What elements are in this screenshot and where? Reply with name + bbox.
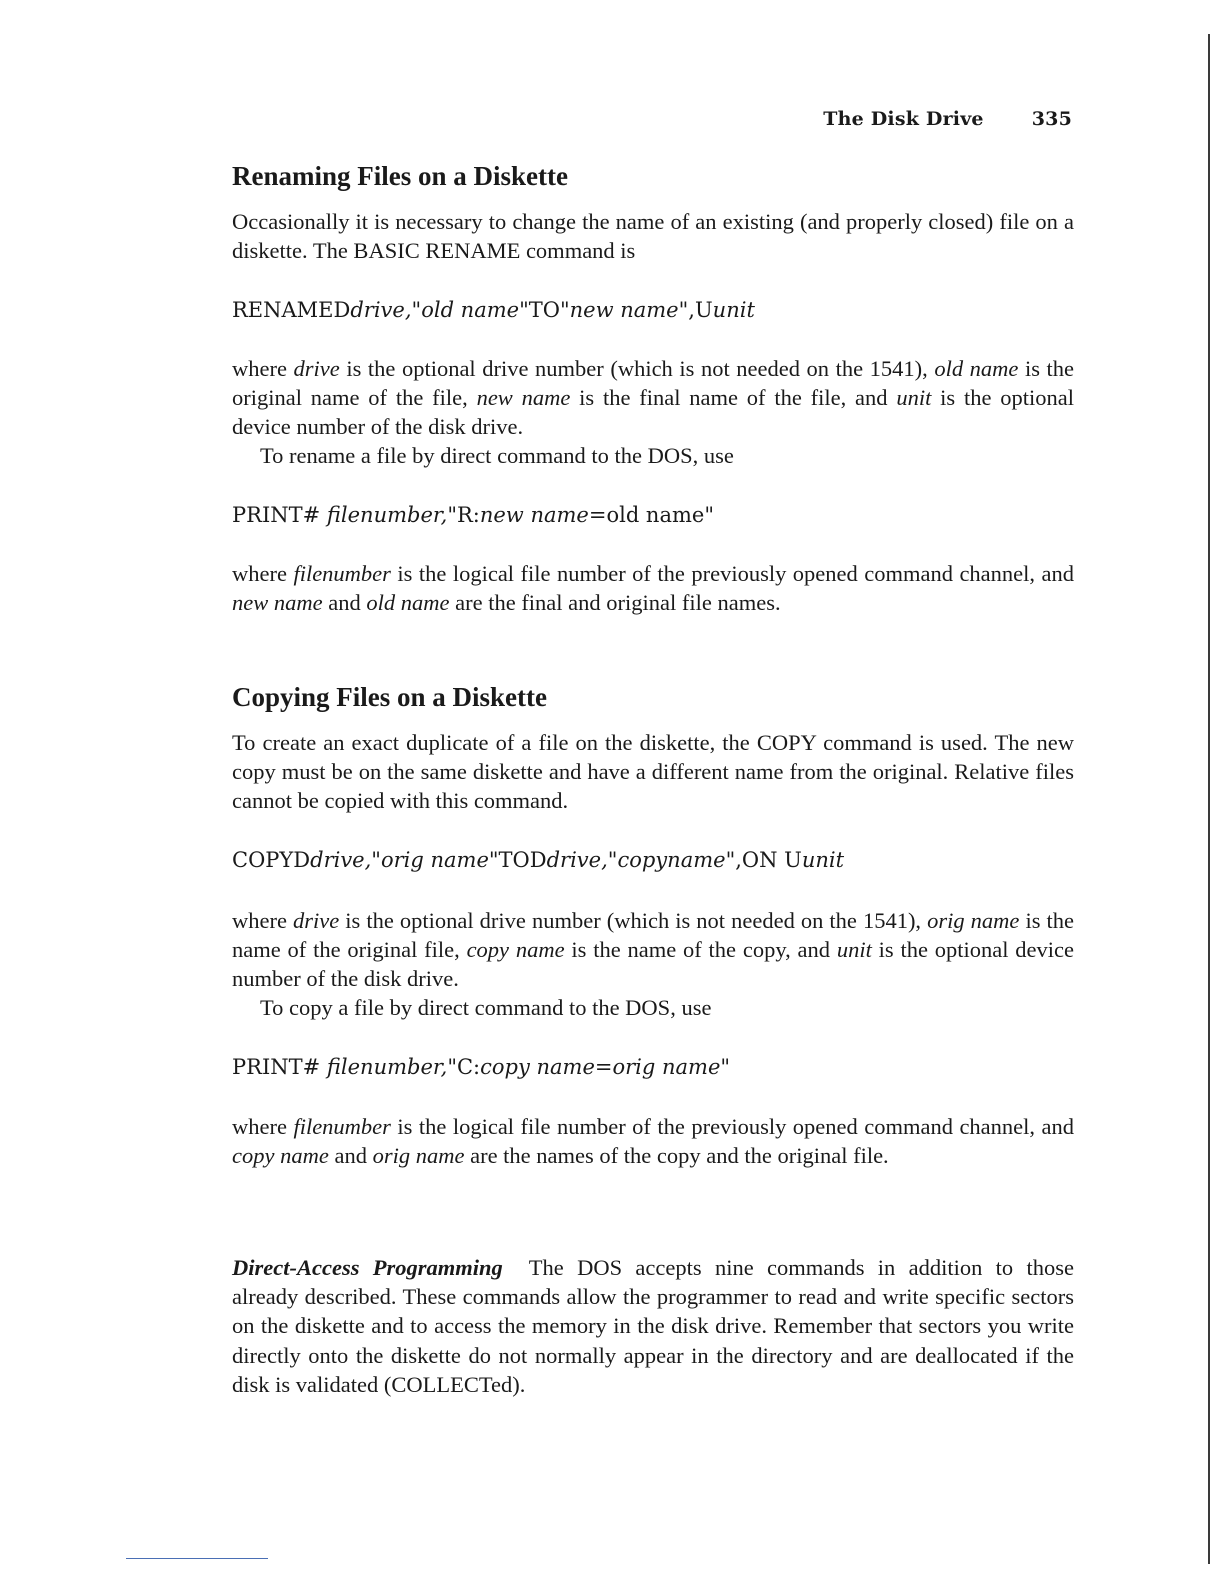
syntax-keyword: COPYD <box>232 848 311 872</box>
text-run: where <box>232 1114 294 1139</box>
text-run: where <box>232 356 294 381</box>
text-run: is the optional drive number (which is not needed on the 1541), <box>339 908 928 933</box>
syntax-keyword: RENAMED <box>232 298 351 322</box>
text-run: is the name of the copy, and <box>564 937 837 963</box>
syntax-literal: ",ON U <box>725 848 802 872</box>
syntax-keyword: PRINT# <box>232 503 321 527</box>
syntax-literal: ",U <box>678 298 713 322</box>
term: unit <box>896 385 932 411</box>
text-run: is the optional device number of the disk drive. <box>232 937 1074 992</box>
text-run: is the original name of the file, <box>232 356 1075 411</box>
rename-explanation-paragraph <box>232 354 1074 442</box>
copy-explanation-paragraph <box>232 906 1074 994</box>
direct-access-paragraph <box>232 1253 1074 1399</box>
term: orig name <box>927 908 1020 933</box>
syntax-literal: " <box>607 848 618 872</box>
rename-syntax <box>232 296 1074 324</box>
rename-print-syntax <box>232 501 1074 529</box>
term: copy name <box>232 1143 329 1169</box>
text-run: and <box>322 590 367 616</box>
rename-where-paragraph <box>232 559 1074 617</box>
text-run: where <box>232 561 294 586</box>
syntax-param: new name <box>569 298 679 322</box>
syntax-param: drive, <box>310 848 372 872</box>
syntax-keyword: PRINT# <box>232 1055 321 1079</box>
syntax-param: filenumber, <box>326 503 448 527</box>
syntax-param: old name <box>421 298 520 322</box>
section-heading-renaming: Renaming Files on a Diskette <box>232 161 568 191</box>
copy-where-paragraph <box>232 1112 1074 1170</box>
copy-syntax <box>232 846 1074 874</box>
syntax-param: orig name <box>380 848 489 872</box>
syntax-literal: =old name" <box>588 503 714 527</box>
syntax-param: copyname <box>617 848 726 872</box>
syntax-param: new name <box>479 503 589 527</box>
term: old name <box>366 590 450 616</box>
copying-intro-paragraph: To create an exact duplicate of a file on the diskette, the COPY command is used. The new copy must be on the same diskette and have a different name from the original. Relative files cannot be copied with this command. <box>232 730 1074 814</box>
term: drive <box>293 356 340 381</box>
runin-heading: Direct-Access Programming <box>232 1255 503 1280</box>
syntax-literal: "TO" <box>519 298 570 322</box>
term: new name <box>232 590 323 616</box>
term: old name <box>934 356 1019 381</box>
text-run: is the optional drive number (which is not needed on the 1541), <box>339 356 935 381</box>
syntax-literal: "C: <box>447 1055 481 1079</box>
term: unit <box>836 937 872 963</box>
syntax-param: filenumber, <box>326 1055 448 1079</box>
term: filenumber <box>293 561 391 586</box>
syntax-param: unit <box>712 298 755 322</box>
term: filenumber <box>293 1114 391 1139</box>
section-heading-copying: Copying Files on a Diskette <box>232 682 548 712</box>
syntax-literal: " <box>371 848 381 872</box>
text-run: is the final name of the file, and <box>570 385 897 411</box>
text-run: and <box>328 1143 373 1169</box>
syntax-param: drive, <box>350 298 412 322</box>
footer-rule <box>126 1558 268 1559</box>
term: new name <box>476 385 571 411</box>
text-run: are the final and original file names. <box>449 590 781 616</box>
chapter-title: The Disk Drive <box>823 108 984 130</box>
text-run: is the logical file number of the previously opened command channel, and <box>390 561 1074 586</box>
term: copy name <box>466 937 565 963</box>
syntax-param: unit <box>801 848 845 872</box>
page-number: 335 <box>1031 108 1072 130</box>
term: drive <box>293 908 340 933</box>
running-head <box>823 108 1072 130</box>
copy-print-syntax <box>232 1053 1074 1081</box>
text-run: The DOS accepts nine commands in addition to those already described. These commands allow the programmer to read and write specific sectors on the diskette and to access the memory in the disk drive. Remember that sectors you write directly onto the diskette do not normally appear in the directory and are deallocated if the disk is validated (COLLECTed). <box>232 1255 1074 1397</box>
renaming-intro-paragraph: Occasionally it is necessary to change the name of an existing (and properly closed) file on a diskette. The BASIC RENAME command is <box>232 209 1074 264</box>
rename-direct-paragraph: To rename a file by direct command to the DOS, use <box>260 443 734 468</box>
syntax-literal: "R: <box>447 503 480 527</box>
text-run: is the name of the original file, <box>232 908 1074 963</box>
text-run: is the logical file number of the previously opened command channel, and <box>390 1114 1074 1139</box>
syntax-literal: "TOD <box>488 848 547 872</box>
copy-direct-paragraph: To copy a file by direct command to the DOS, use <box>260 995 712 1020</box>
text-run: is the optional device number of the disk drive. <box>232 385 1074 440</box>
syntax-param: copy name=orig name" <box>480 1055 731 1079</box>
syntax-param: drive, <box>546 848 608 872</box>
page-edge-line <box>1208 34 1210 1564</box>
syntax-literal: " <box>411 298 422 322</box>
text-run: are the names of the copy and the original file. <box>464 1143 889 1169</box>
text-run: where <box>232 908 294 933</box>
term: orig name <box>372 1143 465 1169</box>
